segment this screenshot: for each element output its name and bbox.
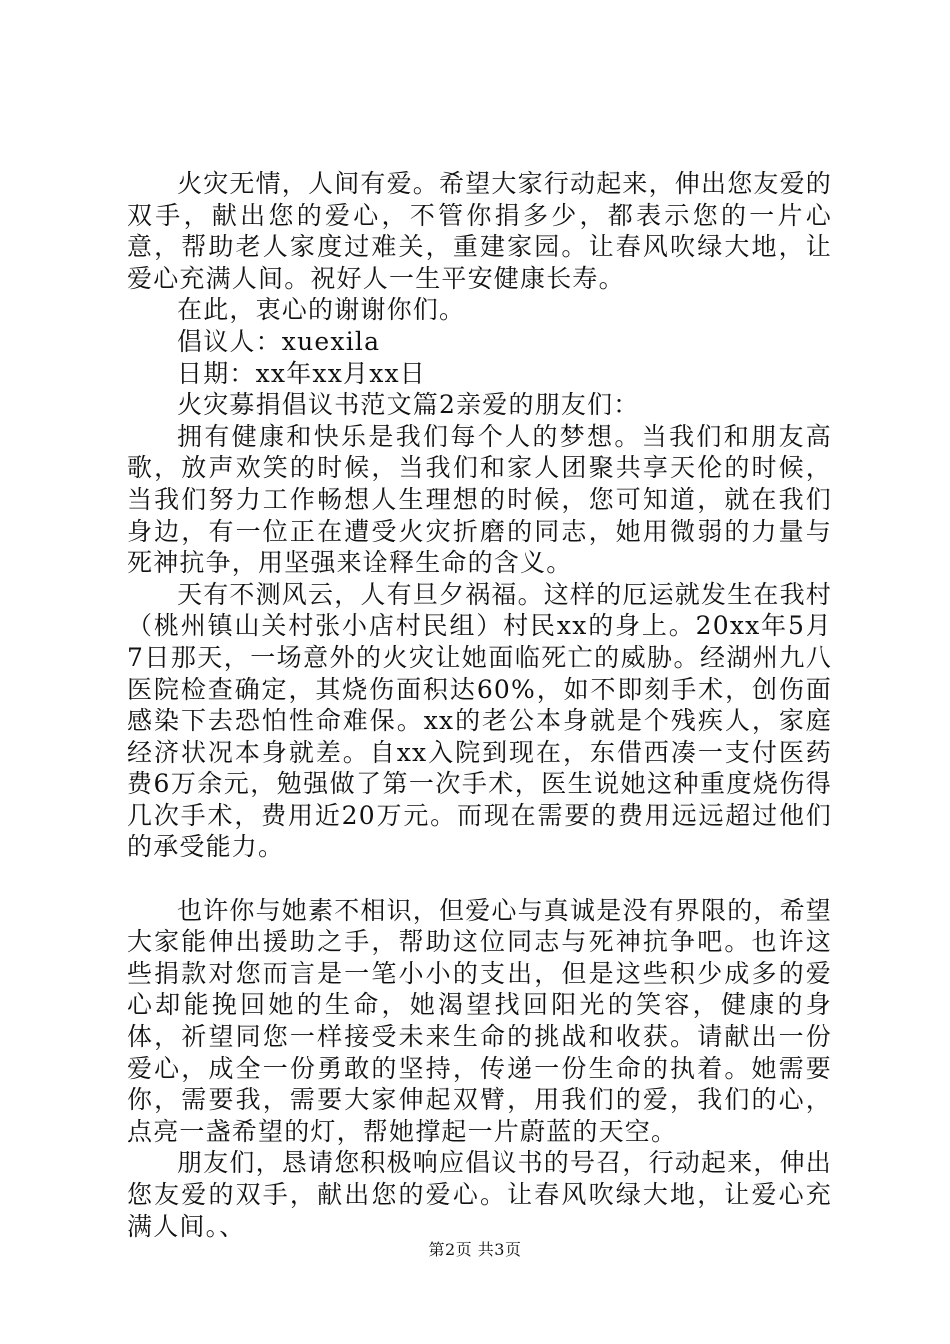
paragraph-incident: 天有不测风云，人有旦夕祸福。这样的厄运就发生在我村（桃州镇山关村张小店村民组）村民xx的身上。20xx年5月7日那天，一场意外的火灾让她面临死亡的威胁。经湖州九八医院检查确定，其烧伤面积达60%，如不即刻手术，创伤面感染下去恐怕性命难保。xx的老公本身就是个残疾人，家庭经济状况本身就差。自xx入院到现在，东借西凑一支付医药费6万余元，勉强做了第一次手术，医生说她这种重度烧伤得几次手术，费用近20万元。而现在需要的费用远远超过他们的承受能力。 (127, 579, 833, 862)
paragraph-appeal: 火灾无情，人间有爱。希望大家行动起来，伸出您友爱的双手，献出您的爱心，不管你捐多少，都表示您的一片心意，帮助老人家度过难关，重建家园。让春风吹绿大地，让爱心充满人间。祝好人一生平安健康长寿。 (127, 169, 833, 293)
page-number-footer: 第2页 共3页 (428, 1240, 522, 1259)
paragraph-dream: 拥有健康和快乐是我们每个人的梦想。当我们和朋友高歌，放声欢笑的时候，当我们和家人团聚共享天伦的时候，当我们努力工作畅想人生理想的时候，您可知道，就在我们身边，有一位正在遭受火灾折磨的同志，她用微弱的力量与死神抗争，用坚强来诠释生命的含义。 (127, 421, 832, 578)
paragraph-plea: 也许你与她素不相识，但爱心与真诚是没有界限的，希望大家能伸出援助之手，帮助这位同志与死神抗争吧。也许这些捐款对您而言是一笔小小的支出，但是这些积少成多的爱心却能挽回她的生命，她渴望找回阳光的笑容，健康的身体，祈望同您一样接受未来生命的挑战和收获。请献出一份爱心，成全一份勇敢的坚持，传递一份生命的执着。她需要你，需要我，需要大家伸起双臂，用我们的爱，我们的心，点亮一盏希望的灯，帮她撑起一片蔚蓝的天空。 (127, 895, 833, 1146)
paragraph-initiator: 倡议人：xuexila (177, 326, 381, 356)
paragraph-closing: 朋友们，恳请您积极响应倡议书的号召，行动起来，伸出您友爱的双手，献出您的爱心。让春风吹绿大地，让爱心充满人间。、 (127, 1148, 833, 1241)
paragraph-thanks: 在此，衷心的谢谢你们。 (177, 295, 466, 325)
paragraph-gap (127, 863, 832, 895)
paragraph-section-title: 火灾募捐倡议书范文篇2亲爱的朋友们： (177, 390, 640, 420)
paragraph-date: 日期：xx年xx月xx日 (177, 358, 426, 388)
document-body (127, 168, 832, 1242)
